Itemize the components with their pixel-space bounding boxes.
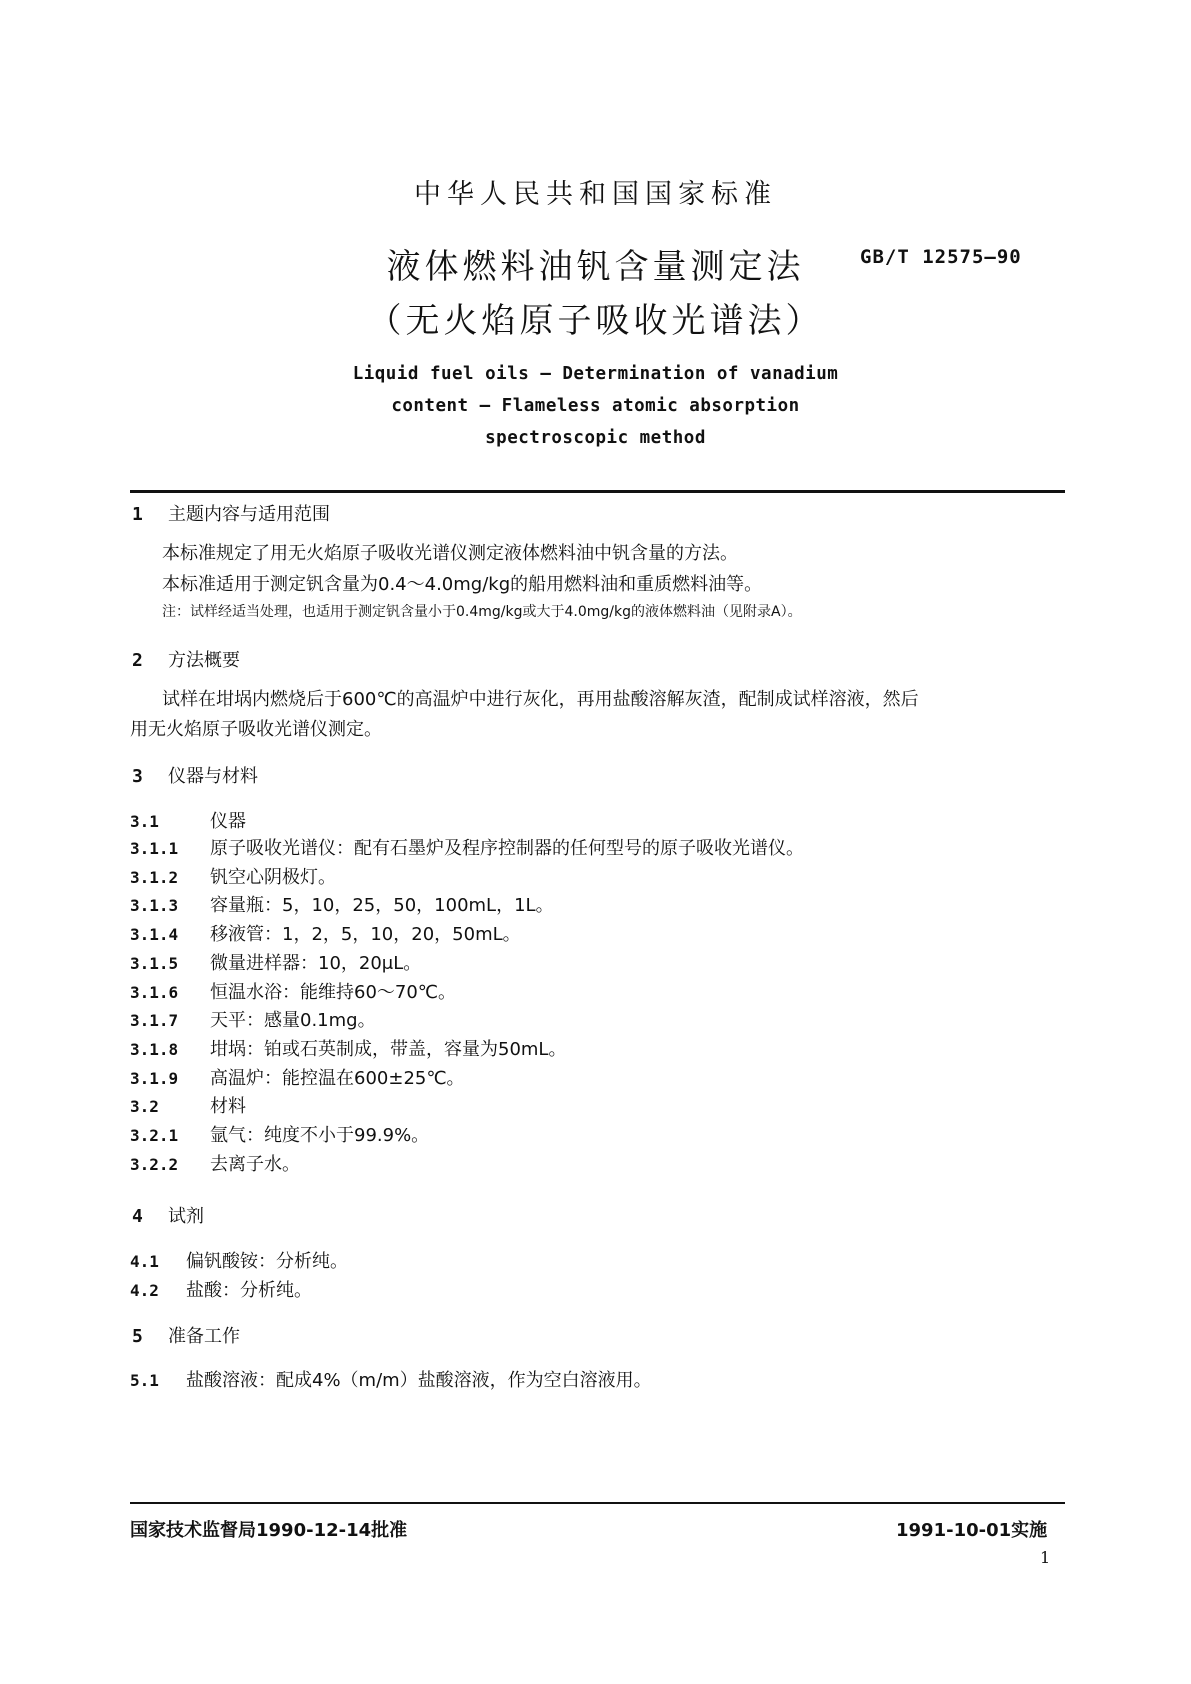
- list-item: 3.1.3 容量瓶：5，10，25，50，100mL，1L。: [130, 895, 554, 916]
- title-en-line3: spectroscopic method: [485, 428, 706, 448]
- title-en-line1: Liquid fuel oils — Determination of vanadium: [352, 364, 839, 384]
- list-item: 3.1.1 原子吸收光谱仪：配有石墨炉及程序控制器的任何型号的原子吸收光谱仪。: [130, 838, 804, 859]
- list-item: 3.1.2 钒空心阴极灯。: [130, 867, 336, 888]
- list-item: 3.1.6 恒温水浴：能维持60～70℃。: [130, 982, 457, 1003]
- section-heading: 3 仪器与材料: [132, 766, 258, 787]
- list-item: 4.1 偏钒酸铵：分析纯。: [130, 1251, 348, 1272]
- list-item: 3.2 材料: [130, 1096, 246, 1117]
- list-item: 4.2 盐酸：分析纯。: [130, 1280, 312, 1301]
- paragraph: 试样在坩埚内燃烧后于600℃的高温炉中进行灰化，再用盐酸溶解灰渣，配制成试样溶液，然后: [162, 689, 919, 710]
- list-item: 3.1 仪器: [130, 811, 246, 832]
- title-en: [0, 358, 1191, 454]
- country-header: 中华人民共和国国家标准: [414, 179, 777, 210]
- footer-divider: [130, 1502, 1065, 1504]
- paragraph: 用无火焰原子吸收光谱仪测定。: [130, 719, 382, 740]
- title-cn-line2: （无火焰原子吸收光谱法）: [367, 301, 824, 341]
- effective-date: 1991-10-01实施: [896, 1520, 1048, 1541]
- list-item: 3.1.4 移液管：1，2，5，10，20，50mL。: [130, 924, 521, 945]
- list-item: 3.2.1 氩气：纯度不小于99.9%。: [130, 1125, 430, 1146]
- list-item: 3.1.9 高温炉：能控温在600±25℃。: [130, 1068, 465, 1089]
- section-heading: 4 试剂: [132, 1206, 204, 1227]
- paragraph: 本标准规定了用无火焰原子吸收光谱仪测定液体燃料油中钒含量的方法。: [162, 543, 738, 564]
- list-item: 5.1 盐酸溶液：配成4%（m/m）盐酸溶液，作为空白溶液用。: [130, 1370, 652, 1391]
- approval-date: 国家技术监督局1990-12-14批准: [130, 1520, 408, 1541]
- section-heading: 1 主题内容与适用范围: [132, 504, 330, 525]
- paragraph: 本标准适用于测定钒含量为0.4～4.0mg/kg的船用燃料油和重质燃料油等。: [162, 574, 763, 595]
- title-cn-line1: 液体燃料油钒含量测定法: [386, 247, 805, 287]
- header-divider: [130, 490, 1065, 493]
- list-item: 3.2.2 去离子水。: [130, 1154, 300, 1175]
- list-item: 3.1.8 坩埚：铂或石英制成，带盖，容量为50mL。: [130, 1039, 567, 1060]
- note: 注：试样经适当处理，也适用于测定钒含量小于0.4mg/kg或大于4.0mg/kg的液体燃料油（见附录A）。: [162, 604, 802, 620]
- title-en-line2: content — Flameless atomic absorption: [391, 396, 800, 416]
- list-item: 3.1.7 天平：感量0.1mg。: [130, 1010, 376, 1031]
- section-heading: 2 方法概要: [132, 650, 240, 671]
- page-number: 1: [1040, 1548, 1051, 1567]
- section-heading: 5 准备工作: [132, 1326, 240, 1347]
- list-item: 3.1.5 微量进样器：10，20μL。: [130, 953, 422, 974]
- standard-number: GB/T 12575—90: [860, 246, 1022, 268]
